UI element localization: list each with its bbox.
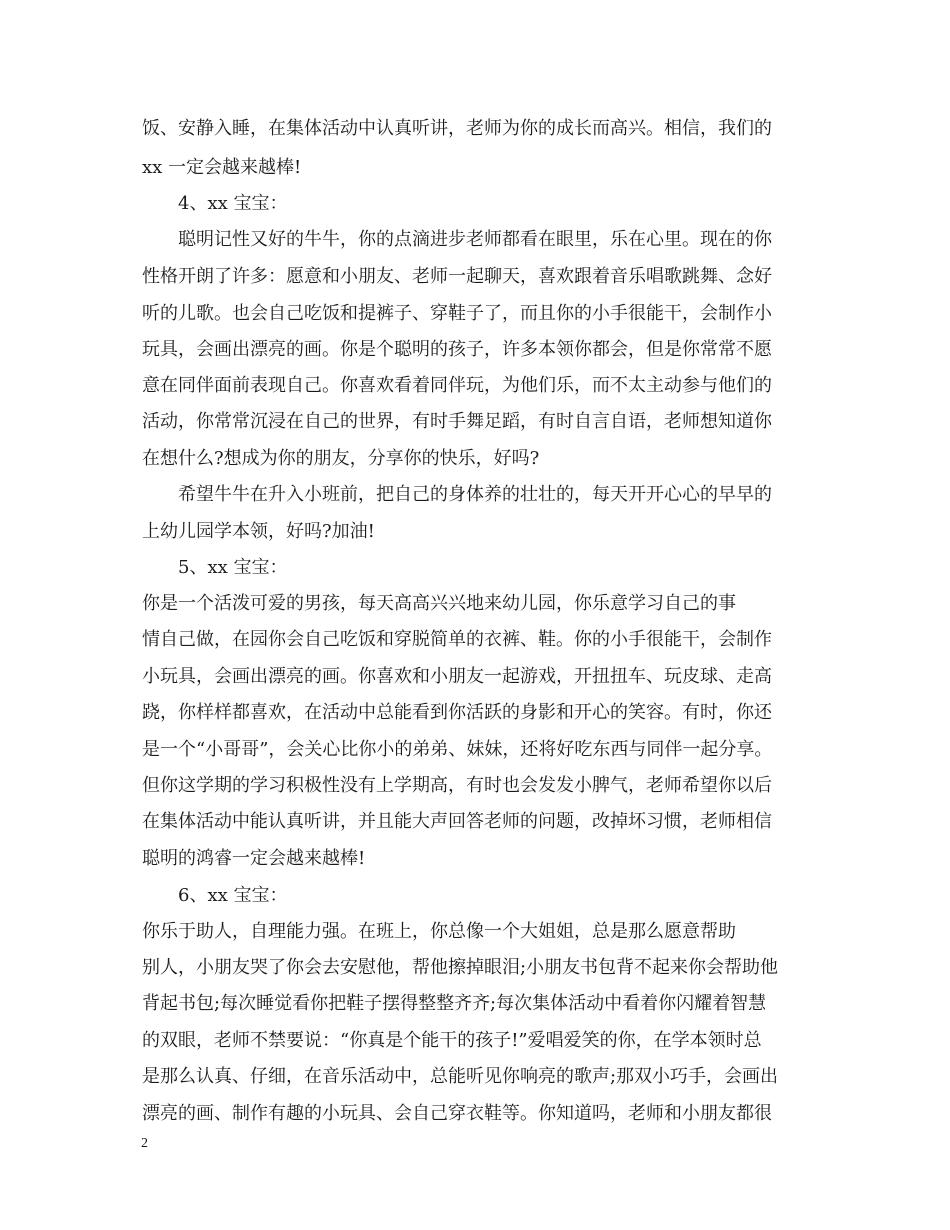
text-line: 你是一个活泼可爱的男孩，每天高高兴兴地来幼儿园，你乐意学习自己的事 bbox=[142, 593, 736, 614]
text-line: 在想什么?想成为你的朋友，分享你的快乐，好吗? bbox=[142, 448, 540, 469]
text-line: 别人，小朋友哭了你会去安慰他，帮他擦掉眼泪;小朋友书包背不起来你会帮助他 bbox=[142, 957, 779, 978]
text-line: 在集体活动中能认真听讲，并且能大声回答老师的问题，改掉坏习惯，老师相信 bbox=[142, 811, 772, 832]
text-line: 饭、安静入睡，在集体活动中认真听讲，老师为你的成长而高兴。相信，我们的 bbox=[142, 118, 772, 139]
text-line: 性格开朗了许多：愿意和小朋友、老师一起聊天，喜欢跟着音乐唱歌跳舞、念好 bbox=[142, 266, 772, 287]
text-line: 漂亮的画、制作有趣的小玩具、会自己穿衣鞋等。你知道吗，老师和小朋友都很 bbox=[142, 1103, 772, 1124]
section-heading: 5、xx 宝宝： bbox=[178, 557, 288, 578]
section-heading: 6、xx 宝宝： bbox=[178, 885, 288, 906]
text-line: 玩具，会画出漂亮的画。你是个聪明的孩子，许多本领你都会，但是你常常不愿 bbox=[142, 339, 772, 360]
text-line: 但你这学期的学习积极性没有上学期高，有时也会发发小脾气，老师希望你以后 bbox=[142, 775, 772, 796]
text-line: 上幼儿园学本领，好吗?加油! bbox=[142, 521, 375, 542]
text-line: 你乐于助人，自理能力强。在班上，你总像一个大姐姐，总是那么愿意帮助 bbox=[142, 921, 736, 942]
text-line: 的双眼，老师不禁要说：“你真是个能干的孩子!”爱唱爱笑的你，在学本领时总 bbox=[142, 1030, 762, 1051]
text-line: 是一个“小哥哥”，会关心比你小的弟弟、妹妹，还将好吃东西与同伴一起分享。 bbox=[142, 739, 773, 760]
text-line: 意在同伴面前表现自己。你喜欢看着同伴玩，为他们乐，而不太主动参与他们的 bbox=[142, 375, 772, 396]
text-line: 情自己做，在园你会自己吃饭和穿脱简单的衣裤、鞋。你的小手很能干，会制作 bbox=[142, 629, 772, 650]
text-line: 跷，你样样都喜欢，在活动中总能看到你活跃的身影和开心的笑容。有时，你还 bbox=[142, 702, 772, 723]
text-line: 聪明的鸿睿一定会越来越棒! bbox=[142, 848, 366, 869]
text-line: 活动，你常常沉浸在自己的世界，有时手舞足蹈，有时自言自语，老师想知道你 bbox=[142, 411, 772, 432]
text-line: 希望牛牛在升入小班前，把自己的身体养的壮壮的，每天开开心心的早早的 bbox=[178, 484, 772, 505]
text-line: 是那么认真、仔细，在音乐活动中，总能听见你响亮的歌声;那双小巧手，会画出 bbox=[142, 1066, 779, 1087]
text-line: 聪明记性又好的牛牛，你的点滴进步老师都看在眼里，乐在心里。现在的你 bbox=[178, 229, 772, 250]
text-line: xx 一定会越来越棒! bbox=[142, 157, 302, 178]
text-line: 小玩具，会画出漂亮的画。你喜欢和小朋友一起游戏，开扭扭车、玩皮球、走高 bbox=[142, 666, 772, 687]
text-line: 背起书包;每次睡觉看你把鞋子摆得整整齐齐;每次集体活动中看着你闪耀着智慧 bbox=[142, 993, 767, 1014]
text-line: 听的儿歌。也会自己吃饭和提裤子、穿鞋子了，而且你的小手很能干，会制作小 bbox=[142, 303, 772, 324]
section-heading: 4、xx 宝宝： bbox=[178, 193, 288, 214]
page-number: 2 bbox=[141, 1136, 148, 1151]
